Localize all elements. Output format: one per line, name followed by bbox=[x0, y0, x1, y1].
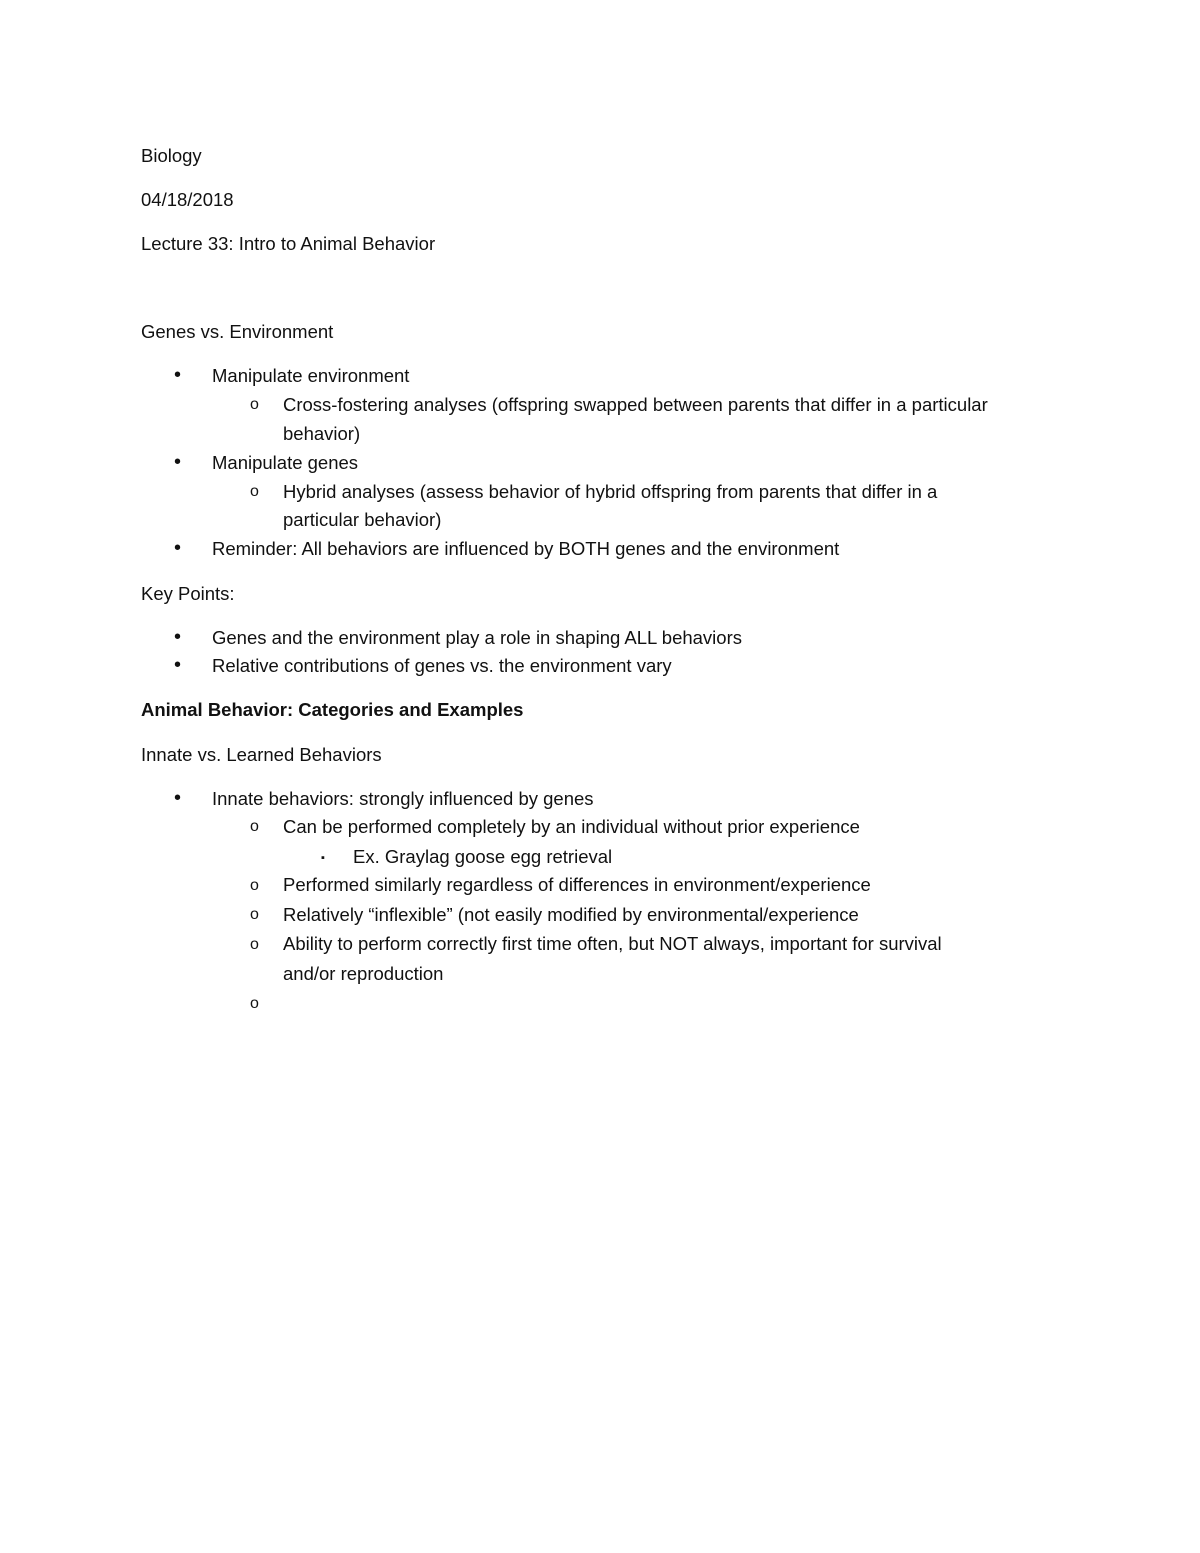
sub-list-item: Relatively “inflexible” (not easily modified by environmental/experience bbox=[283, 904, 859, 925]
sub-list-item-continuation: and/or reproduction bbox=[283, 963, 444, 984]
circle-bullet-icon: o bbox=[250, 995, 259, 1012]
circle-bullet-icon: o bbox=[250, 818, 259, 835]
bullet-icon: • bbox=[174, 654, 182, 676]
sub-list-item: Performed similarly regardless of differences in environment/experience bbox=[283, 874, 871, 895]
sub-list-item-continuation: behavior) bbox=[283, 423, 361, 444]
list-item: Manipulate environment bbox=[212, 365, 410, 386]
lecture-date: 04/18/2018 bbox=[141, 189, 234, 210]
circle-bullet-icon: o bbox=[250, 877, 259, 894]
bullet-icon: • bbox=[174, 451, 182, 473]
sub-sub-list-item: Ex. Graylag goose egg retrieval bbox=[353, 846, 613, 867]
list-item: Manipulate genes bbox=[212, 452, 359, 473]
section-heading-genes-environment: Genes vs. Environment bbox=[141, 321, 334, 342]
sub-list-item: Hybrid analyses (assess behavior of hybrid offspring from parents that differ in a bbox=[283, 481, 938, 502]
section-heading-animal-behavior: Animal Behavior: Categories and Examples bbox=[141, 699, 524, 720]
circle-bullet-icon: o bbox=[250, 906, 259, 923]
circle-bullet-icon: o bbox=[250, 936, 259, 953]
bullet-icon: • bbox=[174, 364, 182, 386]
circle-bullet-icon: o bbox=[250, 483, 259, 500]
bullet-icon: • bbox=[174, 626, 182, 648]
circle-bullet-icon: o bbox=[250, 396, 259, 413]
key-point-item: Relative contributions of genes vs. the environment vary bbox=[212, 655, 672, 676]
list-item: Reminder: All behaviors are influenced by BOTH genes and the environment bbox=[212, 538, 840, 559]
sub-list-item: Ability to perform correctly first time often, but NOT always, important for survival bbox=[283, 933, 942, 954]
list-item: Innate behaviors: strongly influenced by genes bbox=[212, 788, 594, 809]
bullet-icon: • bbox=[174, 537, 182, 559]
subheading-innate-learned: Innate vs. Learned Behaviors bbox=[141, 744, 382, 765]
course-title: Biology bbox=[141, 145, 202, 166]
square-bullet-icon: ▪ bbox=[321, 852, 325, 864]
sub-list-item-continuation: particular behavior) bbox=[283, 509, 442, 530]
lecture-title: Lecture 33: Intro to Animal Behavior bbox=[141, 233, 436, 254]
key-points-heading: Key Points: bbox=[141, 583, 235, 604]
sub-list-item: Cross-fostering analyses (offspring swapped between parents that differ in a particular bbox=[283, 394, 988, 415]
bullet-icon: • bbox=[174, 787, 182, 809]
key-point-item: Genes and the environment play a role in shaping ALL behaviors bbox=[212, 627, 742, 648]
sub-list-item: Can be performed completely by an individual without prior experience bbox=[283, 816, 860, 837]
